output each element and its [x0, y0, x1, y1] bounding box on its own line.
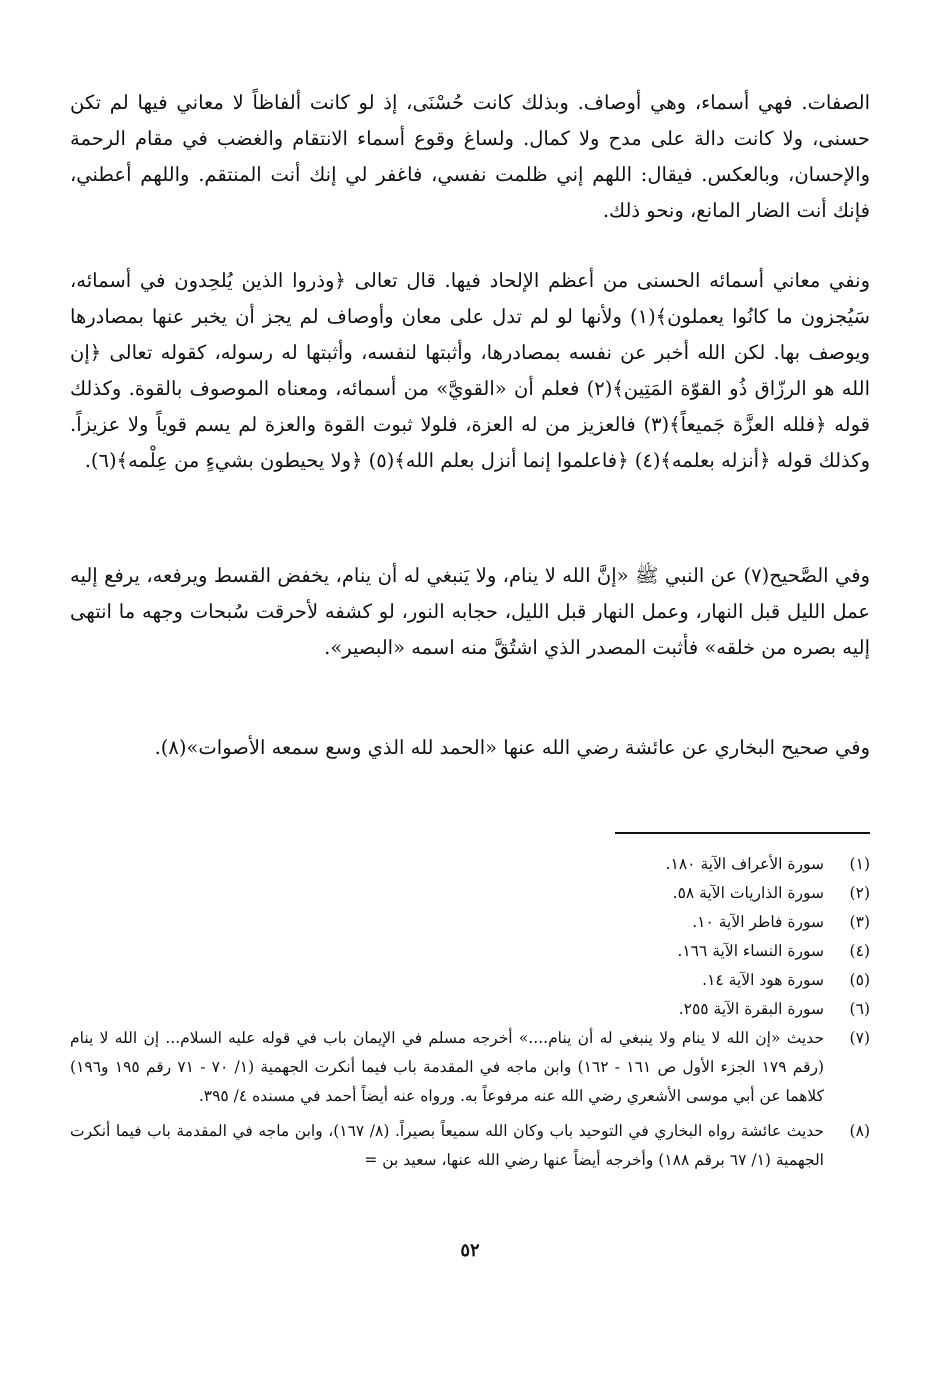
footnote-number: (١) [849, 855, 870, 873]
footnote-separator [615, 832, 870, 834]
footnote-1 [70, 850, 870, 879]
footnote-text: سورة النساء الآية ١٦٦. [677, 942, 824, 960]
paragraph-2: ونفي معاني أسمائه الحسنى من أعظم الإلحاد فيها. قال تعالى ﴿وذروا الذين يُلحِدون في أسمائه، سَيُجزون ما كانُوا يعملون﴾(١) ولأنها لو لم تدل على معان وأوصاف لم يجز أن يخبر عنها بمصادرها ويوصف بها. لكن الله أخبر عن نفسه بمصادرها، وأثبتها لنفسه، وأثبتها له رسوله، كقوله تعالى ﴿إن الله هو الرزّاق ذُو القوّة المَتِين﴾(٢) فعلم أن «القويَّ» من أسمائه، ومعناه الموصوف بالقوة. وكذلك قوله ﴿فلله العزَّة جَميعاً﴾(٣) فالعزيز من له العزة، فلولا ثبوت القوة والعزة لم يسم قوياً ولا عزيزاً. وكذلك قوله ﴿أنزله بعلمه﴾(٤) ﴿فاعلموا إنما أنزل بعلم الله﴾(٥) ﴿ولا يحيطون بشيءٍ من عِلْمه﴾(٦). [70, 269, 870, 472]
footnote-number: (٨) [849, 1122, 870, 1140]
footnote-8 [70, 1117, 870, 1175]
page-number: ٥٢ [460, 1240, 480, 1261]
footnote-text: حديث عائشة رواه البخاري في التوحيد باب وكان الله سميعاً بصيراً. (٨/ ١٦٧)، وابن ماجه في المقدمة باب فيما أنكرت الجهمية (١/ ٦٧ برقم ١٨٨) وأخرجه أيضاً عنها رضي الله عنها، سعيد بن = [70, 1122, 824, 1169]
footnote-number: (٧) [849, 1029, 870, 1047]
footnote-text: سورة هود الآية ١٤. [702, 971, 824, 989]
footnote-7 [70, 1024, 870, 1111]
paragraph-4: وفي صحيح البخاري عن عائشة رضي الله عنها «الحمد لله الذي وسع سمعه الأصوات»(٨). [154, 736, 870, 759]
footnote-5 [70, 966, 870, 995]
footnote-text: سورة الأعراف الآية ١٨٠. [665, 855, 824, 873]
footnote-text: سورة الذاريات الآية ٥٨. [672, 884, 824, 902]
footnote-text: سورة البقرة الآية ٢٥٥. [678, 1000, 824, 1018]
footnote-text: حديث «إن الله لا ينام ولا ينبغي له أن ينام....» أخرجه مسلم في الإيمان باب في قوله عليه السلام... إن الله لا ينام (رقم ١٧٩ الجزء الأول ص ١٦١ - ١٦٢) وابن ماجه في المقدمة باب فيما أنكرت الجهمية (١/ ٧٠ - ٧١ رقم ١٩٥ و١٩٦) كلاهما عن أبي موسى الأشعري رضي الله عنه مرفوعاً به. ورواه عنه أيضاً أحمد في مسنده ٤/ ٣٩٥. [70, 1029, 825, 1105]
paragraph-3: وفي الصَّحيح(٧) عن النبي ﷺ «إنَّ الله لا ينام، ولا يَنبغي له أن ينام، يخفض القسط ويرفعه، يرفع إليه عمل الليل قبل النهار، وعمل النهار قبل الليل، حجابه النور، لو كشفه لأحرقت سُبحات وجهه ما انتهى إليه بصره من خلقه» فأثبت المصدر الذي اشتُقَّ منه اسمه «البصير». [70, 564, 870, 659]
footnote-2 [70, 879, 870, 908]
footnote-number: (٣) [849, 913, 870, 931]
footnote-3 [70, 908, 870, 937]
book-page [70, 80, 870, 1360]
footnote-6 [70, 995, 870, 1024]
paragraph-1: الصفات. فهي أسماء، وهي أوصاف. وبذلك كانت حُسْنَى، إذ لو كانت ألفاظاً لا معاني فيها لم تكن حسنى، ولا كانت دالة على مدح ولا كمال. ولساغ وقوع أسماء الانتقام والغضب في مقام الرحمة والإحسان، وبالعكس. فيقال: اللهم إني ظلمت نفسي، فاغفر لي إنك أنت المنتقم. واللهم أعطني، فإنك أنت الضار المانع، ونحو ذلك. [70, 91, 870, 222]
footnote-number: (٥) [849, 971, 870, 989]
footnote-number: (٢) [849, 884, 870, 902]
footnotes [70, 850, 870, 1175]
footnote-4 [70, 937, 870, 966]
footnote-text: سورة فاطر الآية ١٠. [692, 913, 824, 931]
footnote-number: (٤) [849, 942, 870, 960]
footnote-number: (٦) [849, 1000, 870, 1018]
